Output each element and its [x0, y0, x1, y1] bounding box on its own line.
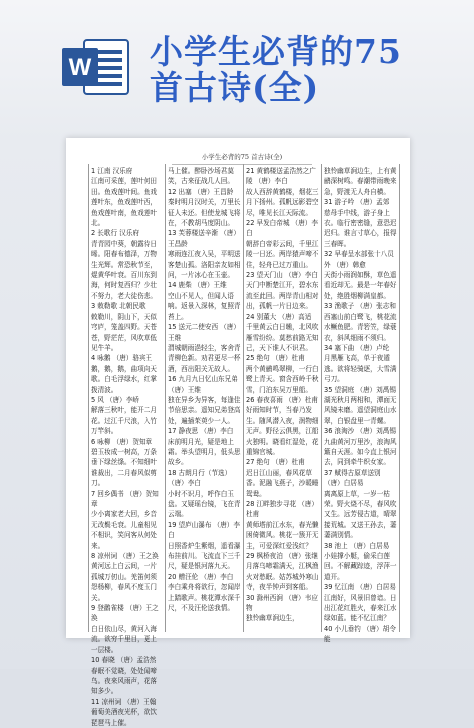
poem-title: 19 望庐山瀑布 （唐）李白 — [168, 520, 240, 540]
poem-entry — [168, 426, 241, 468]
poem-entry — [246, 312, 319, 354]
poem-title: 3 敕勒歌 北朝民歌 — [91, 302, 146, 311]
poem-entry — [324, 166, 397, 197]
poem-title: 32 早春呈水部张十八员外 （唐）韩愈 — [324, 250, 394, 269]
poem-title: 18 古朗月行（节选） （唐）李白 — [168, 468, 232, 488]
poem-text: 黄师塔前江水东，春光懒困倚微风。桃花一簇开无主，可爱深红爱浅红？ — [246, 520, 319, 550]
poem-text: 白日依山尽，黄河入海流。欲穷千里目，更上一层楼。 — [91, 624, 157, 654]
page-headline — [150, 34, 468, 106]
poem-title: 13 芙蓉楼送辛渐 （唐）王昌龄 — [168, 229, 240, 248]
poem-entry — [168, 468, 241, 520]
poem-text: 葡萄美酒夜光杯，欲饮琵琶马上催。 — [91, 708, 157, 727]
poem-title: 20 赠汪伦 （唐）李白 — [168, 572, 234, 581]
poem-title: 6 咏柳 （唐）贺知章 — [91, 437, 153, 446]
poem-title: 11 凉州词 （唐）王翰 — [91, 697, 157, 706]
poem-title: 38 池上 （唐）白居易 — [324, 541, 390, 550]
poem-entry — [246, 270, 319, 312]
poem-entry — [168, 520, 241, 572]
poem-entry — [91, 603, 163, 655]
poem-text: 好雨知时节，当春乃发生。随风潜入夜，润物细无声。野径云俱黑，江船火独明。晓看红湿处，花重锦官城。 — [246, 406, 319, 456]
poem-title: 35 望洞庭 （唐）刘禹锡 — [324, 385, 396, 394]
poem-title: 25 绝句 （唐）杜甫 — [246, 354, 305, 363]
poem-text: 解落三秋叶，能开二月花。过江千尺浪，入竹万竿斜。 — [91, 406, 157, 436]
poem-text: 日照香炉生紫烟，遥看瀑布挂前川。飞流直下三千尺，疑是银河落九天。 — [168, 541, 241, 571]
poem-text: 黄河远上白云间，一片孤城万仞山。羌笛何须怨杨柳，春风不度玉门关。 — [91, 562, 157, 602]
poem-entry — [168, 322, 241, 374]
poem-entry — [91, 437, 163, 489]
poem-text: 月黑雁飞高，单于夜遁逃。欲将轻骑逐，大雪满弓刀。 — [324, 354, 397, 384]
poem-entry — [168, 166, 241, 187]
poem-title: 37 赋得古原草送别 （唐）白居易 — [324, 468, 381, 488]
poem-title: 17 静夜思 （唐）李白 — [168, 427, 234, 436]
poem-entry — [246, 457, 319, 499]
poem-columns — [88, 164, 400, 727]
poem-entry — [246, 353, 319, 395]
poem-text: 两个黄鹂鸣翠柳，一行白鹭上青天。窗含西岭千秋雪，门泊东吴万里船。 — [246, 364, 319, 394]
poem-column-3 — [244, 164, 322, 632]
poem-text: 春眠不觉晓，处处闻啼鸟。夜来风雨声，花落知多少。 — [91, 666, 157, 696]
poem-entry — [91, 395, 163, 437]
headline-line-1: 小学生必背的75 — [150, 32, 402, 71]
poem-title: 10 春晓 （唐）孟浩然 — [91, 656, 157, 665]
poem-text: 天街小雨润如酥，草色遥看近却无。最是一年春好处，绝胜烟柳满皇都。 — [324, 271, 397, 300]
poem-title: 8 凉州词 （唐）王之涣 — [91, 552, 159, 561]
poem-entry — [91, 353, 163, 395]
poem-text: 少小离家老大回，乡音无改鬓毛衰。儿童相见不相识，笑问客从何处来。 — [91, 510, 157, 550]
poem-title: 27 绝句 （唐）杜甫 — [246, 458, 305, 467]
poem-text: 独怜幽草涧边生， — [246, 614, 299, 623]
poem-entry — [324, 301, 397, 343]
poem-title: 29 枫桥夜泊 （唐）张继 — [246, 552, 318, 561]
document-preview[interactable] — [66, 138, 410, 727]
poem-column-2 — [166, 164, 244, 632]
poem-text: 朝辞白帝彩云间，千里江陵一日还。两岸猿声啼不住，轻舟已过万重山。 — [246, 239, 319, 269]
poem-text: 渭城朝雨浥轻尘，客舍青青柳色新。劝君更尽一杯酒，西出阳关无故人。 — [168, 343, 241, 373]
poem-text: 寒雨连江夜入吴，平明送客楚山孤。洛阳亲友如相问，一片冰心在玉壶。 — [168, 250, 241, 280]
poem-title: 34 塞下曲 （唐）卢纶 — [324, 343, 390, 352]
poem-text: 故人西辞黄鹤楼，烟花三月下扬州。孤帆远影碧空尽，唯见长江天际流。 — [246, 187, 319, 217]
poem-entry — [91, 228, 163, 301]
poem-text: 青青园中葵，朝露待日晞。阳春布德泽，万物生光辉。常恐秋节至，焜黄华叶衰。百川东到海，何时复西归？少壮不努力，老大徒伤悲。 — [91, 239, 157, 300]
poem-entry — [168, 374, 241, 426]
poem-title: 39 忆江南 （唐）白居易 — [324, 583, 396, 592]
poem-title: 4 咏鹅 （唐）骆宾王 — [91, 354, 153, 363]
poem-text: 湖光秋月两相和，潭面无风镜未磨。遥望洞庭山水翠，白银盘里一青螺。 — [324, 395, 397, 425]
poem-text: 敕勒川，阴山下，天似穹庐，笼盖四野。天苍苍，野茫茫，风吹草低见牛羊。 — [91, 312, 157, 352]
poem-entry — [324, 385, 397, 427]
poem-text: 月落乌啼霜满天，江枫渔火对愁眠。姑苏城外寒山寺，夜半钟声到客船。 — [246, 562, 319, 592]
poem-entry — [246, 593, 319, 624]
poem-text: 离离原上草，一岁一枯荣。野火烧不尽，春风吹又生。远芳侵古道，晴翠接荒城。又送王孙去，萋萋满别情。 — [324, 489, 397, 540]
poem-text: 独怜幽草涧边生，上有黄鹂深树鸣。春潮带雨晚来急，野渡无人舟自横。 — [324, 167, 397, 196]
poem-entry — [324, 582, 397, 624]
headline-line-2: 首古诗(全) — [150, 68, 320, 107]
poem-text: 西塞山前白鹭飞，桃花流水鳜鱼肥。青箬笠，绿蓑衣，斜风细雨不须归。 — [324, 312, 397, 342]
poem-title: 7 回乡偶书 （唐）贺知章 — [91, 489, 159, 508]
poem-title: 14 鹿柴 （唐）王维 — [168, 281, 227, 290]
poem-text: 天门中断楚江开，碧水东流至此回。两岸青山相对出，孤帆一片日边来。 — [246, 281, 319, 311]
poem-title: 31 游子吟 （唐）孟郊 — [324, 198, 390, 207]
poem-column-4 — [322, 164, 400, 644]
poem-title: 5 风 （唐）李峤 — [91, 395, 139, 404]
poem-entry — [168, 228, 241, 280]
poem-title: 1 江南 汉乐府 — [91, 167, 133, 175]
poem-title: 33 渔歌子 （唐）张志和 — [324, 302, 396, 311]
poem-entry — [168, 572, 241, 614]
poem-entry — [246, 166, 319, 218]
poem-entry — [246, 218, 319, 270]
poem-entry — [324, 426, 397, 468]
poem-entry — [324, 197, 397, 249]
poem-text: 江南好，风景旧曾谙。日出江花红胜火，春来江水绿如蓝。能不忆江南？ — [324, 593, 397, 623]
poem-text: 鹅，鹅，鹅，曲项向天歌。白毛浮绿水，红掌拨清波。 — [91, 364, 157, 394]
document-body — [88, 150, 398, 727]
poem-title: 9 登鹳雀楼 （唐）王之涣 — [91, 604, 159, 623]
poem-title: 21 黄鹤楼送孟浩然之广陵 （唐）李白 — [246, 167, 316, 186]
poem-entry — [324, 249, 397, 301]
poem-entry — [168, 280, 241, 322]
word-document-icon — [60, 36, 132, 98]
poem-title: 12 出塞 （唐）王昌龄 — [168, 187, 234, 196]
poem-text: 小娃撑小艇，偷采白莲回。不解藏踪迹，浮萍一道开。 — [324, 552, 397, 581]
poem-entry — [324, 468, 397, 541]
poem-column-1 — [88, 164, 166, 727]
poem-entry — [324, 343, 397, 385]
poem-entry — [91, 655, 163, 697]
poem-text: 李白乘舟将欲行，忽闻岸上踏歌声。桃花潭水深千尺，不及汪伦送我情。 — [168, 583, 241, 613]
poem-entry — [168, 187, 241, 229]
poem-title: 22 早发白帝城 （唐）李白 — [246, 219, 318, 238]
poem-title: 24 别董大 （唐）高适 — [246, 312, 312, 321]
poem-title: 2 长歌行 汉乐府 — [91, 229, 139, 238]
poem-text: 千里黄云白日曛，北风吹雁雪纷纷。莫愁前路无知己，天下谁人不识君。 — [246, 323, 319, 352]
poem-text: 迟日江山丽，春风花草香。泥融飞燕子，沙暖睡鸳鸯。 — [246, 468, 319, 498]
poem-entry — [91, 166, 163, 228]
poem-text: 床前明月光，疑是地上霜。举头望明月，低头思故乡。 — [168, 437, 241, 467]
poem-text: 江南可采莲，莲叶何田田。鱼戏莲叶间。鱼戏莲叶东，鱼戏莲叶西，鱼戏莲叶南，鱼戏莲叶北。 — [91, 177, 157, 228]
poem-title: 23 望天门山 （唐）李白 — [246, 271, 318, 280]
poem-entry — [246, 395, 319, 457]
poem-text: 小时不识月，呼作白玉盘。又疑瑶台镜，飞在青云端。 — [168, 489, 241, 519]
poem-title: 16 九月九日忆山东兄弟 （唐）王维 — [168, 375, 238, 394]
poem-title: 15 送元二使安西 （唐）王维 — [168, 323, 240, 342]
poem-entry — [324, 624, 397, 645]
poem-text: 马上催。醉卧沙场君莫笑，古来征战几人回。 — [168, 167, 234, 186]
poem-text: 慈母手中线，游子身上衣。临行密密缝，意恐迟迟归。谁言寸草心，报得三春晖。 — [324, 208, 397, 248]
poem-entry — [246, 551, 319, 593]
poem-title: 36 浪淘沙 （唐）刘禹锡 — [324, 427, 396, 436]
document-title: 小学生必背的75 首古诗(全) — [172, 150, 312, 165]
poem-entry — [91, 489, 163, 551]
poem-title: 40 小儿垂钓 （唐）胡令能 — [324, 624, 396, 644]
poem-text: 碧玉妆成一树高，万条垂下绿丝绦。不知细叶谁裁出，二月春风似剪刀。 — [91, 447, 157, 488]
word-logo-letter: W — [68, 54, 92, 81]
poem-entry — [91, 697, 163, 728]
poem-entry — [246, 499, 319, 551]
poem-text: 秦时明月汉时关，万里长征人未还。但使龙城飞将在，不教胡马度阴山。 — [168, 198, 241, 228]
poem-title: 26 春夜喜雨 （唐）杜甫 — [246, 395, 318, 404]
poem-entry — [91, 301, 163, 353]
poem-title: 28 江畔独步寻花 （唐）杜甫 — [246, 500, 318, 519]
poem-entry — [91, 551, 163, 603]
poem-text: 空山不见人，但闻人语响。返景入深林，复照青苔上。 — [168, 291, 241, 321]
poem-text: 独在异乡为异客，每逢佳节倍思亲。遥知兄弟登高处，遍插茱萸少一人。 — [168, 395, 241, 425]
poem-title: 30 滁州西涧 （唐）韦应物 — [246, 593, 318, 613]
poem-text: 九曲黄河万里沙，浪淘风簸自天涯。如今直上银河去，同到牵牛织女家。 — [324, 437, 397, 467]
poem-entry — [324, 541, 397, 583]
